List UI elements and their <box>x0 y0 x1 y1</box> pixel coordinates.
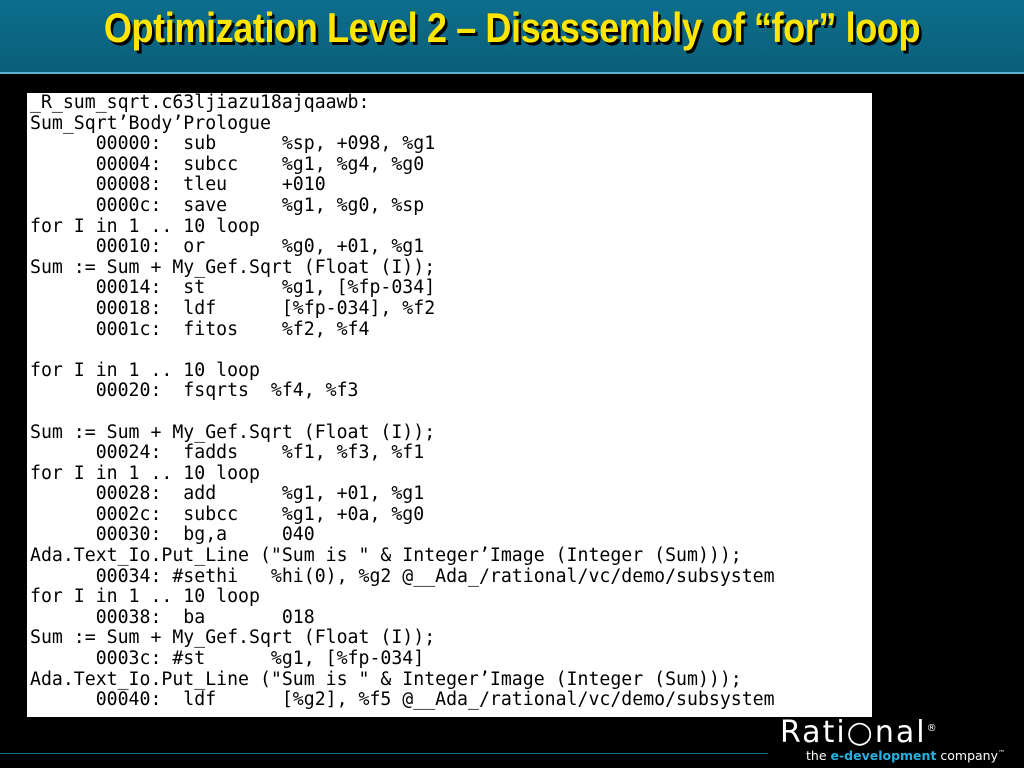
code-line: 00014: st %g1, [%fp-034] <box>30 277 436 299</box>
code-line: for I in 1 .. 10 loop <box>30 586 260 608</box>
code-line: 00018: ldf [%fp-034], %f2 <box>30 297 436 319</box>
code-line: 00024: fadds %f1, %f3, %f1 <box>30 442 425 464</box>
code-line: 0003c: #st %g1, [%fp-034] <box>30 648 425 670</box>
code-line: 00000: sub %sp, +098, %g1 <box>30 133 436 155</box>
code-line: for I in 1 .. 10 loop <box>30 462 260 484</box>
code-line: 0002c: subcc %g1, +0a, %g0 <box>30 503 425 525</box>
code-line: _R_sum_sqrt.c63ljiazu18ajqaawb: <box>30 93 370 113</box>
code-line: 0000c: save %g1, %g0, %sp <box>30 194 425 216</box>
code-line: Sum := Sum + My_Gef.Sqrt (Float (I)); <box>30 421 436 443</box>
logo-tagline: the e-development company™ <box>806 748 1006 763</box>
rational-logo <box>770 715 1024 768</box>
slide-title: Optimization Level 2 – Disassembly of “for” loop <box>103 4 921 51</box>
logo-wordmark: Rati○nal® <box>780 715 939 750</box>
title-bar <box>0 0 1024 74</box>
code-line: 00028: add %g1, +01, %g1 <box>30 483 425 505</box>
code-line: Ada.Text_Io.Put_Line ("Sum is " & Integer’Image (Integer (Sum))); <box>30 668 742 690</box>
code-line: 0001c: fitos %f2, %f4 <box>30 318 370 340</box>
code-line: 00020: fsqrts %f4, %f3 <box>30 380 359 402</box>
code-line: 00040: ldf [%g2], %f5 @__Ada_/rational/vc/demo/subsystem <box>30 689 775 711</box>
code-line: for I in 1 .. 10 loop <box>30 359 260 381</box>
code-line: Sum := Sum + My_Gef.Sqrt (Float (I)); <box>30 256 436 278</box>
code-line: 00038: ba 018 <box>30 606 315 628</box>
code-line: 00004: subcc %g1, %g4, %g0 <box>30 153 425 175</box>
footer-divider <box>0 753 768 754</box>
code-line: 00034: #sethi %hi(0), %g2 @__Ada_/rational/vc/demo/subsystem <box>30 565 775 587</box>
disassembly-listing <box>27 93 872 717</box>
code-line: for I in 1 .. 10 loop <box>30 215 260 237</box>
code-line <box>27 340 872 361</box>
code-line: 00030: bg,a 040 <box>30 524 315 546</box>
code-line: 00010: or %g0, +01, %g1 <box>30 236 425 258</box>
code-line: 00008: tleu +010 <box>30 174 326 196</box>
code-line: Ada.Text_Io.Put_Line ("Sum is " & Integer’Image (Integer (Sum))); <box>30 545 742 567</box>
code-line <box>27 402 872 423</box>
code-line: Sum := Sum + My_Gef.Sqrt (Float (I)); <box>30 627 436 649</box>
code-line: Sum_Sqrt’Body’Prologue <box>30 112 271 134</box>
